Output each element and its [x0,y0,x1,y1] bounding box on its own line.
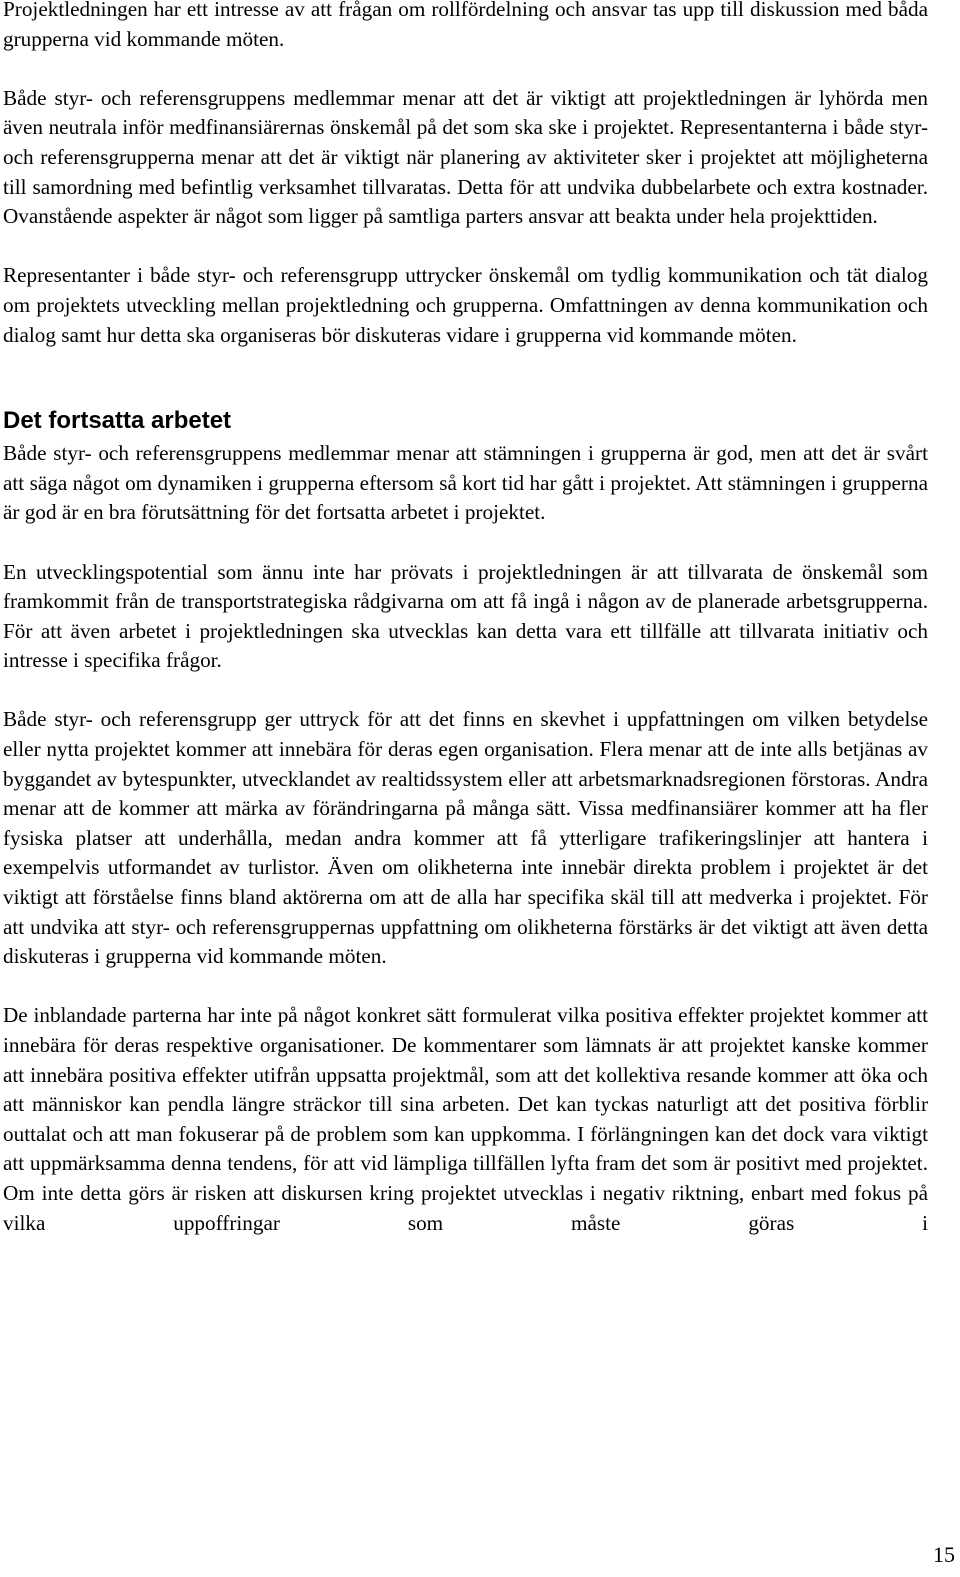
paragraph-differences: Både styr- och referensgrupp ger uttryck för att det finns en skevhet i uppfattningen om vilken betydelse eller nytta projektet kommer att innebära för deras egen organisation. Flera menar att de inte alls betjänas av byggandet av bytespunkter, utvecklandet av realtidssystem eller att arbetsmarknadsregionen förstoras. Andra menar att de kommer att märka av förändringarna på många sätt. Vissa medfinansiärer kommer att ha fler fysiska platser att underhålla, medan andra kommer att få ytterligare trafikeringslinjer att hantera i exempelvis utformandet av turlistor. Även om olikheterna inte innebär direkta problem i projektet är det viktigt att förståelse finns bland aktörerna om att de alla har specifika skäl till att medverka i projektet. För att undvika att styr- och referensgruppernas uppfattning om olikheterna förstärks är det viktigt att även detta diskuteras i grupperna vid kommande möten. [3,707,928,969]
paragraph-development-potential: En utvecklingspotential som ännu inte har prövats i projektledningen är att tillvarata de önskemål som framkommit från de transportstrategiska rådgivarna om att få ingå i någon av de planerade arbetsgrupperna. För att även arbetet i projektledningen ska utvecklas kan detta vara ett tillfälle att tillvarata initiativ och intresse i specifika frågor. [3,559,928,673]
document-page [3,0,928,1238]
page-number: 15 [933,1542,955,1567]
paragraph-role-discussion: Projektledningen har ett intresse av att frågan om rollfördelning och ansvar tas upp till diskussion med båda grupperna vid kommande möten. [3,0,928,51]
paragraph-communication: Representanter i både styr- och referensgrupp uttrycker önskemål om tydlig kommunikation och tät dialog om projektets utveckling mellan projektledning och grupperna. Omfattningen av denna kommunikation och dialog samt hur detta ska organiseras bör diskuteras vidare i grupperna vid kommande möten. [3,263,928,347]
section-heading: Det fortsatta arbetet [3,407,232,435]
paragraph-neutrality: Både styr- och referensgruppens medlemmar menar att det är viktigt att projektledningen är lyhörda men även neutrala inför medfinansiärernas önskemål på det som ska ske i projektet. Representanterna i både styr- och referensgrupperna menar att det är viktigt när planering av aktiviteter sker i projektet att möjligheterna till samordning med befintlig verksamhet tillvaratas. Detta för att undvika dubbelarbete och extra kostnader. Ovanstående aspekter är något som ligger på samtliga parters ansvar att beakta under hela projekttiden. [3,85,928,229]
paragraph-positive-effects: De inblandade parterna har inte på något konkret sätt formulerat vilka positiva effekter projektet kommer att innebära för deras respektive organisationer. De kommentarer som lämnats är att projektet kanske kommer att innebära positiva effekter utifrån uppsatta projektmål, som att det kollektiva resande kommer att öka och att människor kan pendla längre sträckor till sina arbeten. Det kan tyckas naturligt att det positiva förblir outtalat och att man fokuserar på de problem som kan uppkomma. I förlängningen kan det dock vara viktigt att uppmärksamma denna tendens, för att vid lämpliga tillfällen lyfta fram det som är positivt med projektet. Om inte detta görs är risken att diskursen kring projektet utvecklas i negativ riktning, enbart med fokus på vilka uppoffringar som måste göras i [3,1003,928,1235]
paragraph-atmosphere: Både styr- och referensgruppens medlemmar menar att stämningen i grupperna är god, men att det är svårt att säga något om dynamiken i grupperna eftersom så kort tid har gått i projektet. Att stämningen i grupperna är god är en bra förutsättning för det fortsatta arbetet i projektet. [3,441,928,525]
